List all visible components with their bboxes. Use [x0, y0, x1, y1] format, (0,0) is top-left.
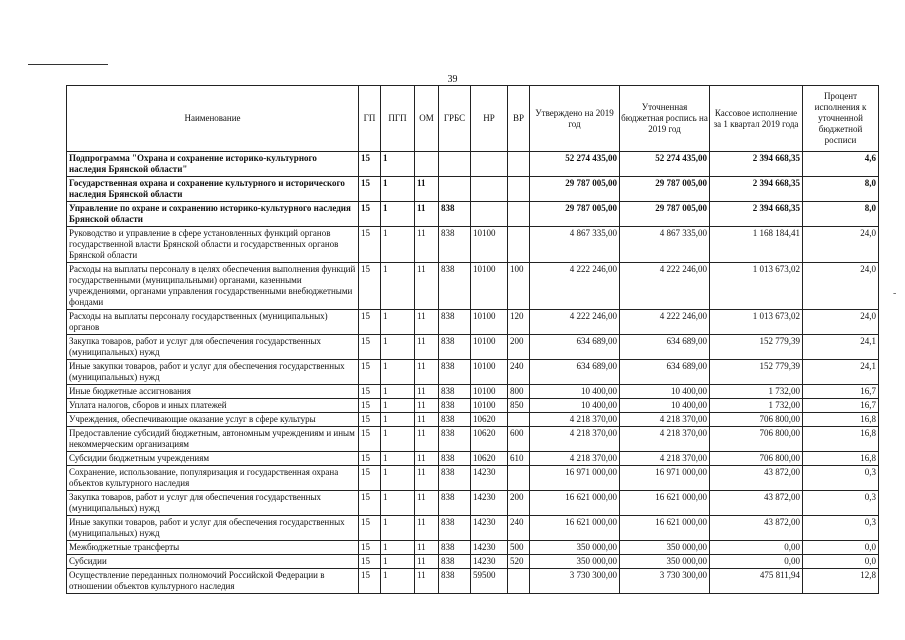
cell-om: 11: [415, 541, 439, 555]
table-row: [67, 541, 879, 555]
cell-grbs: 838: [439, 452, 471, 466]
cell-percent: 0,3: [803, 516, 879, 541]
cell-grbs: 838: [439, 385, 471, 399]
cell-approved: 4 222 246,00: [530, 263, 620, 310]
cell-nr: 10100: [471, 263, 508, 310]
cell-name: Руководство и управление в сфере установленных функций органов государственной власти Брянской области и государственных органов Брянской области: [67, 227, 359, 263]
cell-cash: 475 811,94: [710, 569, 803, 594]
table-row: [67, 491, 879, 516]
cell-vr: [508, 466, 530, 491]
cell-cash: 1 013 673,02: [710, 310, 803, 335]
cell-cash: 1 732,00: [710, 385, 803, 399]
cell-cash: 43 872,00: [710, 516, 803, 541]
cell-name: Субсидии бюджетным учреждениям: [67, 452, 359, 466]
cell-approved: 350 000,00: [530, 555, 620, 569]
cell-approved: 29 787 005,00: [530, 177, 620, 202]
cell-pgp: 1: [381, 427, 415, 452]
cell-gp: 15: [359, 427, 381, 452]
cell-refined: 350 000,00: [620, 541, 710, 555]
header-om: ОМ: [415, 86, 439, 152]
cell-vr: 120: [508, 310, 530, 335]
cell-gp: 15: [359, 452, 381, 466]
cell-name: Подпрограмма "Охрана и сохранение историко-культурного наследия Брянской области": [67, 152, 359, 177]
cell-grbs: 838: [439, 516, 471, 541]
header-nr: НР: [471, 86, 508, 152]
top-rule: [28, 64, 108, 65]
cell-vr: 520: [508, 555, 530, 569]
cell-gp: 15: [359, 413, 381, 427]
cell-grbs: 838: [439, 555, 471, 569]
cell-nr: 10620: [471, 413, 508, 427]
cell-vr: 500: [508, 541, 530, 555]
cell-refined: 4 218 370,00: [620, 427, 710, 452]
cell-refined: 10 400,00: [620, 385, 710, 399]
cell-om: 11: [415, 360, 439, 385]
cell-cash: 43 872,00: [710, 491, 803, 516]
cell-grbs: 838: [439, 413, 471, 427]
cell-pgp: 1: [381, 360, 415, 385]
header-refined: Уточненная бюджетная роспись на 2019 год: [620, 86, 710, 152]
cell-gp: 15: [359, 263, 381, 310]
cell-om: 11: [415, 310, 439, 335]
cell-vr: 240: [508, 360, 530, 385]
cell-approved: 16 621 000,00: [530, 516, 620, 541]
cell-gp: 15: [359, 385, 381, 399]
cell-refined: 3 730 300,00: [620, 569, 710, 594]
cell-vr: 800: [508, 385, 530, 399]
cell-om: 11: [415, 202, 439, 227]
header-grbs: ГРБС: [439, 86, 471, 152]
cell-refined: 29 787 005,00: [620, 177, 710, 202]
cell-vr: [508, 227, 530, 263]
cell-percent: 24,0: [803, 227, 879, 263]
header-gp: ГП: [359, 86, 381, 152]
cell-pgp: 1: [381, 491, 415, 516]
cell-om: 11: [415, 555, 439, 569]
table-row: [67, 399, 879, 413]
cell-name: Иные закупки товаров, работ и услуг для обеспечения государственных (муниципальных) нужд: [67, 516, 359, 541]
cell-cash: 43 872,00: [710, 466, 803, 491]
cell-gp: 15: [359, 310, 381, 335]
cell-grbs: 838: [439, 569, 471, 594]
cell-gp: 15: [359, 555, 381, 569]
cell-approved: 4 218 370,00: [530, 413, 620, 427]
cell-percent: 24,1: [803, 360, 879, 385]
cell-name: Расходы на выплаты персоналу в целях обеспечения выполнения функций государственными (муниципальными) органами, казенными учреждениями, органами управления государственными внебюджетными фондами: [67, 263, 359, 310]
cell-refined: 29 787 005,00: [620, 202, 710, 227]
table-row: [67, 360, 879, 385]
cell-gp: 15: [359, 466, 381, 491]
cell-name: Предоставление субсидий бюджетным, автономным учреждениям и иным некоммерческим организациям: [67, 427, 359, 452]
cell-cash: 0,00: [710, 541, 803, 555]
cell-pgp: 1: [381, 202, 415, 227]
table-row: [67, 385, 879, 399]
table-row: [67, 555, 879, 569]
cell-nr: 10100: [471, 360, 508, 385]
cell-nr: 14230: [471, 541, 508, 555]
cell-cash: 152 779,39: [710, 360, 803, 385]
cell-name: Закупка товаров, работ и услуг для обеспечения государственных (муниципальных) нужд: [67, 491, 359, 516]
cell-om: 11: [415, 385, 439, 399]
table-row: [67, 413, 879, 427]
cell-nr: [471, 177, 508, 202]
cell-nr: 10100: [471, 335, 508, 360]
cell-cash: 2 394 668,35: [710, 202, 803, 227]
cell-percent: 16,7: [803, 385, 879, 399]
cell-nr: [471, 202, 508, 227]
cell-om: 11: [415, 263, 439, 310]
cell-nr: 10620: [471, 452, 508, 466]
cell-name: Закупка товаров, работ и услуг для обеспечения государственных (муниципальных) нужд: [67, 335, 359, 360]
cell-approved: 3 730 300,00: [530, 569, 620, 594]
cell-gp: 15: [359, 541, 381, 555]
table-body: [67, 152, 879, 594]
table-row: [67, 177, 879, 202]
table-row: [67, 202, 879, 227]
cell-gp: 15: [359, 227, 381, 263]
cell-refined: 350 000,00: [620, 555, 710, 569]
cell-nr: 14230: [471, 516, 508, 541]
cell-om: 11: [415, 427, 439, 452]
cell-pgp: 1: [381, 227, 415, 263]
table-row: [67, 466, 879, 491]
table-row: [67, 452, 879, 466]
cell-grbs: 838: [439, 335, 471, 360]
cell-gp: 15: [359, 491, 381, 516]
cell-pgp: 1: [381, 541, 415, 555]
cell-approved: 634 689,00: [530, 360, 620, 385]
cell-grbs: 838: [439, 399, 471, 413]
cell-vr: [508, 152, 530, 177]
cell-percent: 0,3: [803, 491, 879, 516]
cell-percent: 24,0: [803, 310, 879, 335]
cell-om: 11: [415, 399, 439, 413]
margin-mark: -: [893, 288, 897, 299]
cell-percent: 24,1: [803, 335, 879, 360]
cell-pgp: 1: [381, 263, 415, 310]
cell-percent: 16,8: [803, 413, 879, 427]
cell-name: Иные бюджетные ассигнования: [67, 385, 359, 399]
cell-pgp: 1: [381, 555, 415, 569]
cell-nr: 10100: [471, 399, 508, 413]
cell-refined: 16 971 000,00: [620, 466, 710, 491]
table-row: [67, 310, 879, 335]
cell-name: Осуществление переданных полномочий Российской Федерации в отношении объектов культурного наследия: [67, 569, 359, 594]
cell-cash: 1 732,00: [710, 399, 803, 413]
cell-grbs: [439, 152, 471, 177]
cell-approved: 4 218 370,00: [530, 427, 620, 452]
cell-nr: 10100: [471, 227, 508, 263]
cell-approved: 4 867 335,00: [530, 227, 620, 263]
cell-name: Государственная охрана и сохранение культурного и исторического наследия Брянской области: [67, 177, 359, 202]
cell-name: Расходы на выплаты персоналу государственных (муниципальных) органов: [67, 310, 359, 335]
cell-om: 11: [415, 177, 439, 202]
cell-nr: 14230: [471, 466, 508, 491]
cell-refined: 16 621 000,00: [620, 516, 710, 541]
cell-nr: 10620: [471, 427, 508, 452]
cell-vr: 610: [508, 452, 530, 466]
cell-approved: 4 218 370,00: [530, 452, 620, 466]
cell-approved: 10 400,00: [530, 385, 620, 399]
cell-name: Межбюджетные трансферты: [67, 541, 359, 555]
cell-pgp: 1: [381, 152, 415, 177]
cell-om: 11: [415, 335, 439, 360]
cell-percent: 0,0: [803, 541, 879, 555]
cell-pgp: 1: [381, 452, 415, 466]
cell-approved: 52 274 435,00: [530, 152, 620, 177]
cell-grbs: [439, 177, 471, 202]
table-row: [67, 427, 879, 452]
cell-om: [415, 152, 439, 177]
cell-vr: 850: [508, 399, 530, 413]
cell-refined: 4 218 370,00: [620, 452, 710, 466]
cell-grbs: 838: [439, 427, 471, 452]
cell-grbs: 838: [439, 263, 471, 310]
cell-grbs: 838: [439, 202, 471, 227]
cell-pgp: 1: [381, 177, 415, 202]
cell-gp: 15: [359, 516, 381, 541]
cell-approved: 16 971 000,00: [530, 466, 620, 491]
cell-name: Управление по охране и сохранению историко-культурного наследия Брянской области: [67, 202, 359, 227]
header-approved: Утверждено на 2019 год: [530, 86, 620, 152]
cell-percent: 16,7: [803, 399, 879, 413]
cell-percent: 16,8: [803, 427, 879, 452]
cell-vr: 200: [508, 491, 530, 516]
cell-vr: 200: [508, 335, 530, 360]
table-row: [67, 227, 879, 263]
cell-approved: 29 787 005,00: [530, 202, 620, 227]
cell-name: Сохранение, использование, популяризация и государственная охрана объектов культурного наследия: [67, 466, 359, 491]
cell-om: 11: [415, 569, 439, 594]
cell-vr: [508, 569, 530, 594]
cell-cash: 1 013 673,02: [710, 263, 803, 310]
cell-vr: 600: [508, 427, 530, 452]
cell-nr: 14230: [471, 491, 508, 516]
cell-pgp: 1: [381, 466, 415, 491]
cell-vr: [508, 177, 530, 202]
cell-gp: 15: [359, 152, 381, 177]
cell-approved: 16 621 000,00: [530, 491, 620, 516]
table-row: [67, 516, 879, 541]
cell-grbs: 838: [439, 310, 471, 335]
cell-pgp: 1: [381, 516, 415, 541]
cell-refined: 634 689,00: [620, 360, 710, 385]
cell-om: 11: [415, 413, 439, 427]
cell-cash: 1 168 184,41: [710, 227, 803, 263]
cell-gp: 15: [359, 399, 381, 413]
cell-percent: 0,0: [803, 555, 879, 569]
cell-cash: 706 800,00: [710, 452, 803, 466]
cell-cash: 2 394 668,35: [710, 152, 803, 177]
header-pgp: ПГП: [381, 86, 415, 152]
cell-refined: 4 867 335,00: [620, 227, 710, 263]
cell-pgp: 1: [381, 413, 415, 427]
cell-vr: [508, 413, 530, 427]
cell-approved: 350 000,00: [530, 541, 620, 555]
cell-om: 11: [415, 466, 439, 491]
cell-om: 11: [415, 516, 439, 541]
table-row: [67, 152, 879, 177]
cell-approved: 634 689,00: [530, 335, 620, 360]
cell-om: 11: [415, 227, 439, 263]
cell-cash: 2 394 668,35: [710, 177, 803, 202]
cell-refined: 52 274 435,00: [620, 152, 710, 177]
cell-percent: 0,3: [803, 466, 879, 491]
cell-pgp: 1: [381, 399, 415, 413]
budget-table: [66, 85, 879, 594]
header-name: Наименование: [67, 86, 359, 152]
cell-percent: 8,0: [803, 202, 879, 227]
header-row: [67, 86, 879, 152]
cell-percent: 24,0: [803, 263, 879, 310]
cell-pgp: 1: [381, 310, 415, 335]
cell-pgp: 1: [381, 569, 415, 594]
cell-vr: 100: [508, 263, 530, 310]
cell-name: Субсидии: [67, 555, 359, 569]
cell-pgp: 1: [381, 335, 415, 360]
cell-cash: 152 779,39: [710, 335, 803, 360]
cell-gp: 15: [359, 569, 381, 594]
cell-refined: 4 218 370,00: [620, 413, 710, 427]
cell-refined: 10 400,00: [620, 399, 710, 413]
cell-grbs: 838: [439, 360, 471, 385]
cell-grbs: 838: [439, 227, 471, 263]
cell-refined: 634 689,00: [620, 335, 710, 360]
cell-om: 11: [415, 452, 439, 466]
cell-grbs: 838: [439, 466, 471, 491]
table-row: [67, 335, 879, 360]
cell-percent: 12,8: [803, 569, 879, 594]
cell-om: 11: [415, 491, 439, 516]
cell-approved: 10 400,00: [530, 399, 620, 413]
cell-grbs: 838: [439, 541, 471, 555]
cell-nr: [471, 152, 508, 177]
header-vr: ВР: [508, 86, 530, 152]
cell-refined: 16 621 000,00: [620, 491, 710, 516]
cell-approved: 4 222 246,00: [530, 310, 620, 335]
cell-name: Уплата налогов, сборов и иных платежей: [67, 399, 359, 413]
cell-name: Учреждения, обеспечивающие оказание услуг в сфере культуры: [67, 413, 359, 427]
cell-vr: [508, 202, 530, 227]
header-percent: Процент исполнения к уточненной бюджетной росписи: [803, 86, 879, 152]
cell-nr: 14230: [471, 555, 508, 569]
cell-cash: 706 800,00: [710, 427, 803, 452]
cell-percent: 16,8: [803, 452, 879, 466]
cell-percent: 4,6: [803, 152, 879, 177]
cell-refined: 4 222 246,00: [620, 310, 710, 335]
cell-refined: 4 222 246,00: [620, 263, 710, 310]
cell-name: Иные закупки товаров, работ и услуг для обеспечения государственных (муниципальных) нужд: [67, 360, 359, 385]
page-number: 39: [447, 74, 458, 85]
cell-gp: 15: [359, 202, 381, 227]
cell-pgp: 1: [381, 385, 415, 399]
cell-cash: 0,00: [710, 555, 803, 569]
table-row: [67, 569, 879, 594]
header-cash: Кассовое исполнение за 1 квартал 2019 года: [710, 86, 803, 152]
cell-gp: 15: [359, 360, 381, 385]
cell-cash: 706 800,00: [710, 413, 803, 427]
cell-gp: 15: [359, 177, 381, 202]
cell-nr: 10100: [471, 385, 508, 399]
cell-percent: 8,0: [803, 177, 879, 202]
cell-grbs: 838: [439, 491, 471, 516]
cell-nr: 59500: [471, 569, 508, 594]
table-row: [67, 263, 879, 310]
cell-vr: 240: [508, 516, 530, 541]
cell-nr: 10100: [471, 310, 508, 335]
cell-gp: 15: [359, 335, 381, 360]
